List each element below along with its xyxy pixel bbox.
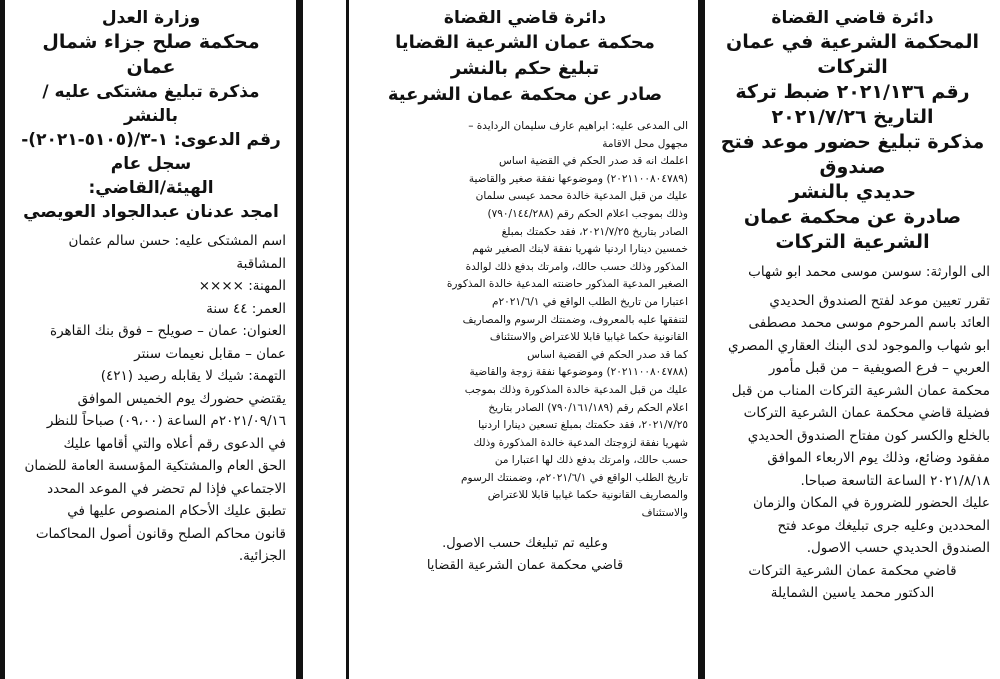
mid-body-line: اعتبارا من تاريخ الطلب الواقع في ٢٠٢١/٦/١م: [491, 295, 688, 308]
right-body-line: العربي – فرع الصويفية – من قبل مأمور: [768, 360, 990, 376]
right-header-3: التاريخ ٢٠٢١/٧/٢٦: [771, 106, 934, 128]
left-body-line: المهنة: ××××: [198, 278, 286, 294]
left-body-line: قانون محاكم الصلح وقانون أصول المحاكمات: [35, 525, 286, 542]
mid-body-line: عليك من قبل المدعية خالدة المذكورة وذلك بموجب: [464, 383, 688, 396]
right-body-line: محكمة عمان الشرعية التركات المناب من قبل: [731, 382, 990, 399]
right-body-line: العائد باسم المرحوم موسى محمد مصطفى: [748, 315, 990, 331]
right-body-line: المحددين وعليه جرى تبليغك موعد فتح: [777, 517, 990, 534]
right-signature-title: قاضي محكمة عمان الشرعية التركات: [748, 562, 957, 579]
column-separator-left: [296, 0, 303, 679]
left-header-2: مذكرة تبليغ مشتكى عليه / بالنشر: [42, 82, 260, 126]
mid-body-line: الى المدعى عليه: ابراهيم عارف سليمان الردايدة –: [468, 120, 688, 132]
mid-closing: وعليه تم تبليغك حسب الاصول.: [442, 535, 608, 551]
notice-estates-court: [705, 0, 1000, 679]
mid-body-line: اعلام الحكم رقم (٧٩٠/١٦١/١٨٩) الصادر بتاريخ: [488, 401, 688, 414]
left-body-line: في الدعوى رقم أعلاه والتي أقامها عليك: [63, 435, 286, 452]
left-header-3: رقم الدعوى: ١-٣/(٥١٠٥-٢٠٢١)-: [21, 130, 281, 150]
mid-body-line: مجهول محل الاقامة: [602, 137, 688, 150]
column-separator-right: [698, 0, 705, 679]
left-body-line: العمر: ٤٤ سنة: [206, 300, 286, 317]
right-body-line: تقرر تعيين موعد لفتح الصندوق الحديدي: [769, 292, 990, 309]
mid-body-line: القانونية حكما غيابيا قابلا للاعتراض والاستئناف: [489, 331, 688, 344]
left-body-line: الحق العام والمشتكية المؤسسة العامة للضمان: [24, 458, 286, 474]
left-edge-border: [0, 0, 5, 679]
right-body-line: الصندوق الحديدي حسب الاصول.: [806, 540, 990, 556]
left-body-line: العنوان: عمان – صويلح – فوق بنك القاهرة: [50, 323, 286, 339]
right-body-line: عليك الحضور للضرورة في المكان والزمان: [752, 495, 990, 511]
mid-body-line: تاريخ الطلب الواقع في ٢٠٢١/٦/١م، وضمنتك الرسوم: [461, 471, 688, 484]
mid-body-line: والمصاريف القانونية حكما غيابيا قابلا للاعتراض: [487, 489, 688, 502]
mid-signature: قاضي محكمة عمان الشرعية القضايا: [426, 557, 624, 573]
mid-body-line: كما قد صدر الحكم في القضية اساس: [527, 348, 688, 361]
right-body-line: ابو شهاب والموجود لدى البنك العقاري المصري: [727, 337, 990, 354]
mid-header-3: صادر عن محكمة عمان الشرعية: [387, 84, 663, 105]
right-signature-name: الدكتور محمد ياسين الشمايلة: [770, 585, 935, 601]
left-body-line: اسم المشتكى عليه: حسن سالم عثمان المشاقبة: [68, 233, 286, 272]
right-body-line: بالخلع والكسر كون مفتاح الصندوق الحديدي: [747, 427, 990, 444]
mid-header-2: تبليغ حكم بالنشر: [450, 58, 600, 79]
left-body-line: ٢٠٢١/٠٩/١٦م الساعة (٠٩،٠٠) صباحاً للنظر: [46, 413, 286, 429]
right-body-line: الى الوارثة: سوسن موسى محمد ابو شهاب: [748, 264, 990, 280]
mid-body-line: عليك من قبل المدعية خالدة محمد عيسى سلمان: [475, 190, 688, 203]
mid-body-line: اعلمك انه قد صدر الحكم في القضية اساس: [499, 155, 688, 168]
right-header-2: رقم ٢٠٢١/١٣٦ ضبط تركة: [735, 81, 970, 103]
mid-body-line: وذلك بموجب اعلام الحكم رقم (٧٩٠/١٤٤/٢٨٨): [487, 207, 688, 220]
right-body-line: فضيلة قاضي محكمة عمان الشرعية التركات: [743, 405, 990, 421]
right-header-1: المحكمة الشرعية في عمان التركات: [725, 31, 980, 78]
mid-body-line: خمسين دينارا اردنيا شهريا نفقة لابنك الصغير شهم: [472, 243, 688, 256]
notice-cases-court: [352, 0, 698, 679]
notice-magistrate-court: [6, 0, 296, 679]
mid-body-line: (٢٠٢١١٠٠٨٠٤٧٨٩) وموضوعها نفقة صغير والقاضية: [468, 172, 688, 185]
right-body-line: ٢٠٢١/٨/١٨ الساعة التاسعة صباحا.: [800, 472, 990, 489]
left-body-line: عمان – مقابل نعيمات سنتر: [134, 345, 286, 362]
column-separator-thin: [346, 0, 349, 679]
right-header-5: حديدي بالنشر: [788, 181, 917, 203]
mid-body-line: ٢٠٢١/٧/٢٥، فقد حكمتك بمبلغ تسعين دينارا اردنيا: [478, 419, 688, 432]
left-body-line: يقتضي حضورك يوم الخميس الموافق: [77, 390, 286, 407]
mid-body-line: الصادر بتاريخ ٢٠٢١/٧/٢٥، فقد حكمتك بمبلغ: [501, 225, 688, 238]
left-header-5: الهيئة/القاضي:: [88, 178, 214, 198]
left-body-line: الجزائية.: [238, 548, 286, 564]
left-body-line: الاجتماعي فإذا لم تحضر في الموعد المحدد: [47, 480, 286, 497]
left-body-line: تطبق عليك الأحكام المنصوص عليها في: [67, 503, 286, 519]
right-header-4: مذكرة تبليغ حضور موعد فتح صندوق: [720, 131, 985, 178]
right-header-6: صادرة عن محكمة عمان الشرعية التركات: [743, 206, 962, 253]
mid-body-line: والاستئناف: [641, 507, 688, 520]
mid-header-1: محكمة عمان الشرعية القضايا: [395, 32, 655, 53]
mid-body-line: شهريا نفقة لزوجتك المدعية خالدة المذكورة وذلك: [473, 436, 688, 449]
right-body-line: مفقود وضائع، وذلك يوم الاربعاء الموافق: [767, 450, 990, 466]
right-header-0: دائرة قاضي القضاة: [771, 8, 934, 28]
mid-body-line: حسب حالك، وامرتك بدفع ذلك لها اعتبارا من: [494, 454, 688, 467]
mid-header-0: دائرة قاضي القضاة: [443, 8, 607, 28]
left-header-0: وزارة العدل: [101, 8, 201, 28]
left-header-1: محكمة صلح جزاء شمال عمان: [42, 31, 260, 78]
mid-body-line: الصغير المدعية المذكور حاضنته المدعية خالدة المذكورة: [446, 278, 688, 291]
mid-body-line: المذكور وذلك حسب حالك، وامرتك بدفع ذلك لوالدة: [465, 260, 688, 273]
mid-body-line: لتنفقها عليه بالمعروف، وضمنتك الرسوم والمصاريف: [462, 313, 688, 326]
left-header-6: امجد عدنان عبدالجواد العويصي: [23, 202, 279, 222]
left-body-line: التهمة: شيك لا يقابله رصيد (٤٢١): [100, 368, 286, 384]
left-header-4: سجل عام: [110, 154, 192, 174]
mid-body-line: (٢٠٢١١٠٠٨٠٤٧٨٨) وموضوعها نفقة زوجة والقاضية: [469, 366, 688, 379]
